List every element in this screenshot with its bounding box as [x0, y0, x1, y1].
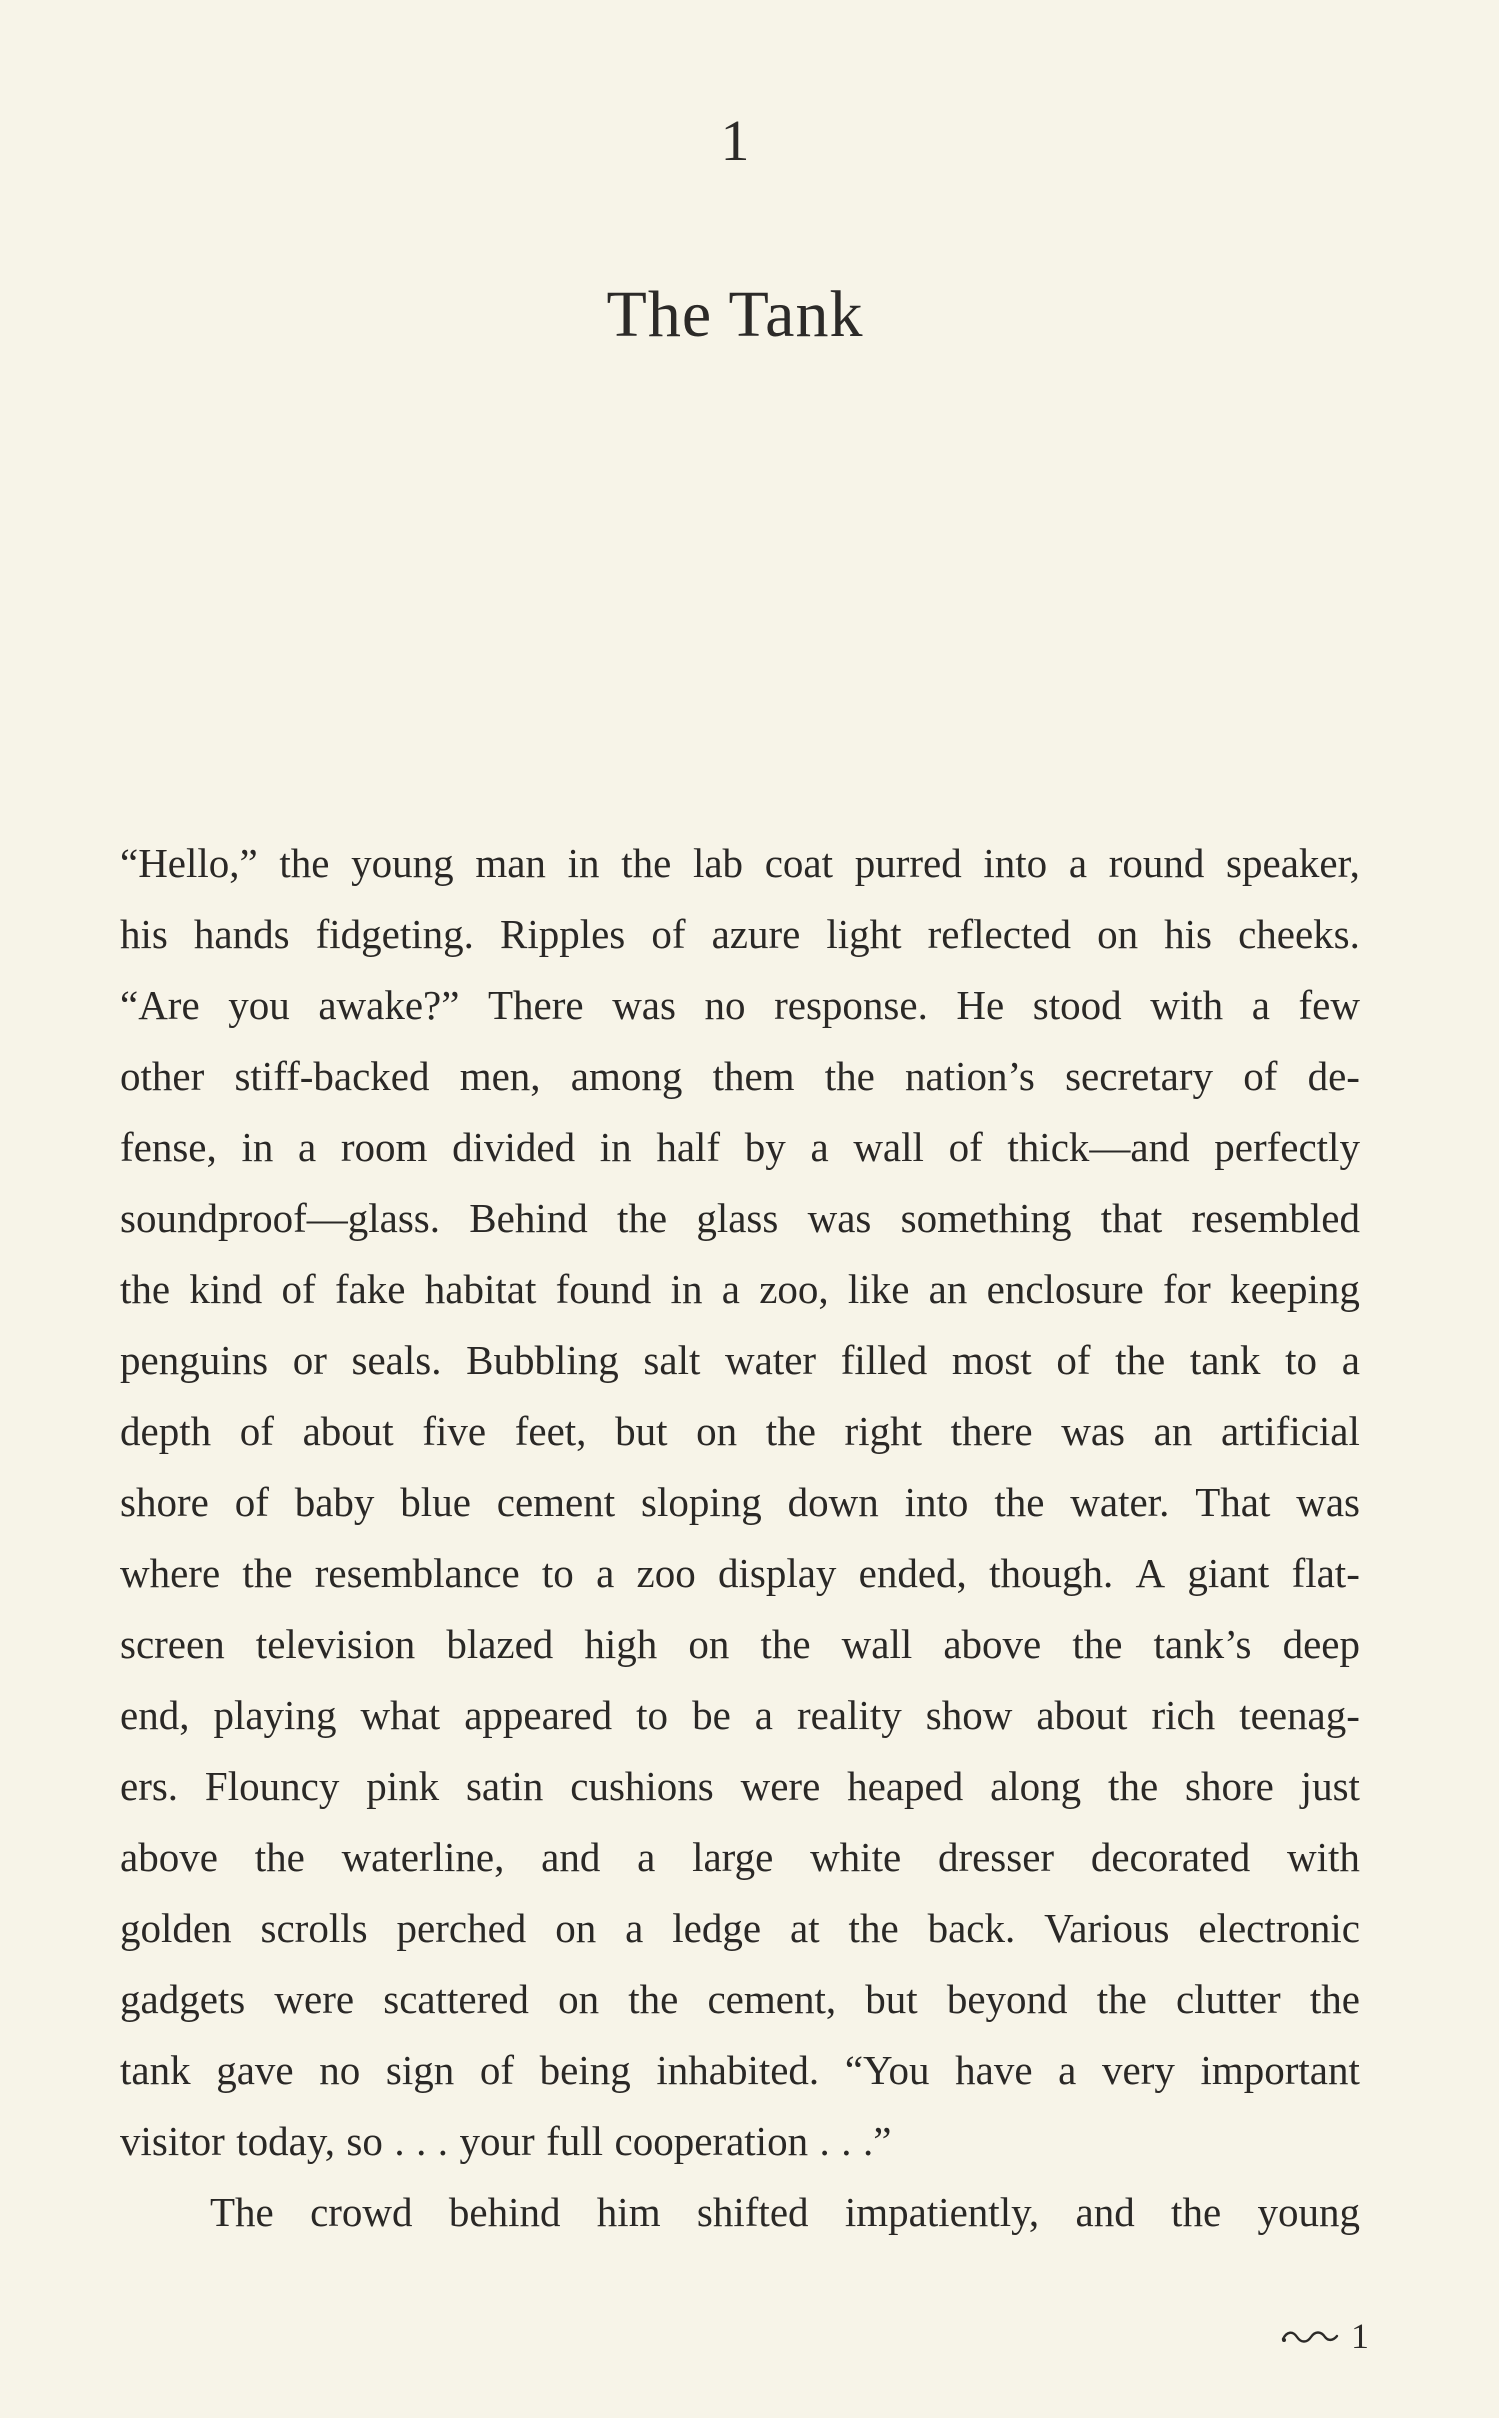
word: A: [1135, 1550, 1166, 1596]
word: no: [319, 2047, 361, 2093]
word: the: [1108, 1763, 1159, 1809]
word: shore: [1185, 1763, 1274, 1809]
word: thick—and: [1007, 1124, 1190, 1170]
word: azure: [711, 911, 801, 957]
word: there: [950, 1408, 1033, 1454]
text-line: [120, 1680, 1360, 1751]
word: and: [1075, 2189, 1135, 2235]
word: zoo,: [759, 1266, 829, 1312]
word: the: [1309, 1976, 1360, 2022]
chapter-number: 1: [720, 108, 750, 173]
word: enclosure: [986, 1266, 1144, 1312]
word: ledge: [672, 1905, 762, 1951]
word: in: [670, 1266, 703, 1312]
word: very: [1102, 2047, 1175, 2093]
word: golden: [120, 1905, 232, 1951]
word: de-: [1307, 1053, 1360, 1099]
word: response.: [774, 982, 928, 1028]
word: the: [1171, 2189, 1222, 2235]
word: blue: [400, 1479, 471, 1525]
word: a: [810, 1124, 829, 1170]
word: stiff-backed: [234, 1053, 430, 1099]
word: tank’s: [1153, 1621, 1252, 1667]
text-line: [120, 1538, 1360, 1609]
text-line: [120, 828, 1360, 899]
word: the: [848, 1905, 899, 1951]
word: on: [688, 1621, 730, 1667]
chapter-title: The Tank: [606, 278, 864, 351]
word: perfectly: [1214, 1124, 1360, 1170]
word: Flouncy: [204, 1763, 340, 1809]
word: reality: [797, 1692, 902, 1738]
word: wall: [841, 1621, 913, 1667]
word: other: [120, 1053, 205, 1099]
word: screen: [120, 1621, 225, 1667]
text-line: [120, 1112, 1360, 1183]
word: fidgeting.: [315, 911, 474, 957]
text-line: [120, 1964, 1360, 2035]
word: to: [636, 1692, 669, 1738]
word: a: [754, 1692, 773, 1738]
text-line: [120, 1396, 1360, 1467]
word: soundproof—glass.: [120, 1195, 441, 1241]
word: being: [539, 2047, 631, 2093]
word: above: [120, 1834, 218, 1880]
word: deep: [1282, 1621, 1360, 1667]
word: the: [824, 1053, 875, 1099]
word: beyond: [946, 1976, 1068, 2022]
word: just: [1300, 1763, 1360, 1809]
word: shore: [120, 1479, 209, 1525]
word: a: [721, 1266, 740, 1312]
word: right: [844, 1408, 922, 1454]
word: room: [340, 1124, 428, 1170]
word: where: [120, 1550, 221, 1596]
word: was: [612, 982, 676, 1028]
word: water: [725, 1337, 817, 1383]
word: down: [787, 1479, 879, 1525]
text-line: [120, 1325, 1360, 1396]
word: cement: [496, 1479, 616, 1525]
word: and: [541, 1834, 601, 1880]
word: show: [925, 1692, 1013, 1738]
word: the: [254, 1834, 305, 1880]
word: a: [1058, 2047, 1077, 2093]
word: them: [712, 1053, 795, 1099]
word: coat: [764, 840, 834, 886]
word: heaped: [847, 1763, 964, 1809]
word: “Are: [120, 982, 200, 1028]
word: .: [841, 2118, 852, 2164]
page-folio: [1281, 2318, 1369, 2354]
word: of: [239, 1408, 274, 1454]
swash-ornament-icon: [1281, 2325, 1339, 2347]
text-line: [120, 1041, 1360, 1112]
word: be: [692, 1692, 731, 1738]
word: a: [1068, 840, 1088, 886]
word: keeping: [1230, 1266, 1360, 1312]
word: of: [479, 2047, 515, 2093]
word: round: [1108, 840, 1205, 886]
word: few: [1298, 982, 1360, 1028]
word: half: [656, 1124, 721, 1170]
word: perched: [396, 1905, 527, 1951]
word: a: [596, 1550, 615, 1596]
word: the: [1115, 1337, 1166, 1383]
word: a: [637, 1834, 656, 1880]
word: resemblance: [314, 1550, 520, 1596]
word: of: [234, 1479, 269, 1525]
word: the: [120, 1266, 171, 1312]
word: found: [555, 1266, 652, 1312]
word: glass: [696, 1195, 779, 1241]
word: salt: [643, 1337, 701, 1383]
word: in: [599, 1124, 632, 1170]
body-text: [120, 828, 1360, 2248]
word: television: [255, 1621, 416, 1667]
word: light: [826, 911, 902, 957]
word: flat-: [1291, 1550, 1360, 1596]
word: were: [274, 1976, 355, 2022]
word: behind: [448, 2189, 561, 2235]
word: him: [596, 2189, 661, 2235]
word: ended,: [858, 1550, 967, 1596]
word: high: [584, 1621, 658, 1667]
word: .: [819, 2118, 830, 2164]
word: about: [302, 1408, 394, 1454]
word: your: [459, 2118, 535, 2164]
word: the: [616, 1195, 668, 1241]
word: playing: [213, 1692, 337, 1738]
word: feet,: [514, 1408, 587, 1454]
word: white: [810, 1834, 902, 1880]
text-line: [120, 1467, 1360, 1538]
word: was: [1296, 1479, 1360, 1525]
word: Various: [1044, 1905, 1170, 1951]
word: the: [1072, 1621, 1123, 1667]
word: purred: [854, 840, 962, 886]
word: speaker,: [1226, 840, 1360, 886]
word: blazed: [446, 1621, 554, 1667]
word: ers.: [120, 1763, 179, 1809]
word: above: [943, 1621, 1042, 1667]
word: .”: [862, 2118, 892, 2164]
word: with: [1286, 1834, 1360, 1880]
text-line: [120, 899, 1360, 970]
word: gadgets: [120, 1976, 246, 2022]
word: in: [567, 840, 600, 886]
word: shifted: [696, 2189, 809, 2235]
word: on: [555, 1905, 597, 1951]
word: at: [790, 1905, 820, 1951]
word: penguins: [120, 1337, 269, 1383]
word: the: [621, 840, 672, 886]
word: appeared: [464, 1692, 613, 1738]
word: zoo: [636, 1550, 696, 1596]
word: for: [1162, 1266, 1211, 1312]
word: among: [570, 1053, 683, 1099]
word: no: [704, 982, 746, 1028]
word: on: [696, 1408, 738, 1454]
word: seals.: [351, 1337, 442, 1383]
text-line: [120, 1893, 1360, 1964]
word: fense,: [120, 1124, 217, 1170]
word: back.: [927, 1905, 1016, 1951]
text-line: [120, 970, 1360, 1041]
word: in: [241, 1124, 274, 1170]
word: nation’s: [905, 1053, 1035, 1099]
word: five: [422, 1408, 487, 1454]
word: clutter: [1175, 1976, 1281, 2022]
word: on: [1097, 911, 1139, 957]
word: fake: [334, 1266, 406, 1312]
word: cushions: [570, 1763, 714, 1809]
word: to: [1285, 1337, 1318, 1383]
word: impatiently,: [844, 2189, 1040, 2235]
word: were: [740, 1763, 821, 1809]
text-line: [120, 1183, 1360, 1254]
word: water.: [1070, 1479, 1170, 1525]
word: to: [541, 1550, 574, 1596]
word: teenag-: [1239, 1692, 1360, 1738]
word: rich: [1151, 1692, 1216, 1738]
word: large: [692, 1834, 774, 1880]
word: by: [744, 1124, 786, 1170]
word: .: [394, 2118, 405, 2164]
word: .: [437, 2118, 449, 2164]
word: most: [951, 1337, 1032, 1383]
word: stood: [1032, 982, 1122, 1028]
word: scattered: [383, 1976, 529, 2022]
word: though.: [989, 1550, 1114, 1596]
word: with: [1150, 982, 1224, 1028]
word: a: [1251, 982, 1270, 1028]
text-line: [120, 1822, 1360, 1893]
word: his: [1164, 911, 1212, 957]
word: a: [298, 1124, 317, 1170]
word: you: [228, 982, 290, 1028]
word: inhabited.: [656, 2047, 820, 2093]
word: men,: [459, 1053, 541, 1099]
word: scrolls: [260, 1905, 368, 1951]
word: habitat: [424, 1266, 537, 1312]
word: electronic: [1198, 1905, 1360, 1951]
word: of: [1243, 1053, 1278, 1099]
word: full: [546, 2118, 604, 2164]
word: Behind: [469, 1195, 588, 1241]
word: important: [1200, 2047, 1360, 2093]
word: secretary: [1065, 1053, 1214, 1099]
word: wall: [853, 1124, 924, 1170]
word: that: [1100, 1195, 1163, 1241]
word: young: [351, 840, 454, 886]
word: kind: [189, 1266, 263, 1312]
word: There: [488, 982, 584, 1028]
word: awake?”: [318, 982, 460, 1028]
word: display: [717, 1550, 837, 1596]
word: today,: [236, 2118, 335, 2164]
text-line: [120, 1254, 1360, 1325]
word: man: [475, 840, 546, 886]
word: pink: [366, 1763, 440, 1809]
word: cement,: [707, 1976, 837, 2022]
word: into: [904, 1479, 969, 1525]
word: the: [765, 1408, 816, 1454]
word: cooperation: [614, 2118, 809, 2164]
word: along: [990, 1763, 1082, 1809]
word: dresser: [937, 1834, 1055, 1880]
word: artificial: [1221, 1408, 1360, 1454]
word: gave: [216, 2047, 294, 2093]
word: The: [210, 2189, 274, 2235]
page-number: 1: [1351, 2316, 1369, 2356]
word: a: [625, 1905, 644, 1951]
text-line: [120, 1609, 1360, 1680]
text-line: [120, 2035, 1360, 2106]
word: a: [1341, 1337, 1360, 1383]
word: of: [1056, 1337, 1091, 1383]
word: the: [628, 1976, 679, 2022]
word: “Hello,”: [120, 840, 258, 886]
word: crowd: [310, 2189, 413, 2235]
word: depth: [120, 1408, 212, 1454]
word: Ripples: [499, 911, 626, 957]
word: but: [865, 1976, 918, 2022]
word: of: [651, 911, 686, 957]
word: the: [279, 840, 330, 886]
word: waterline,: [341, 1834, 505, 1880]
word: of: [281, 1266, 316, 1312]
word: cheeks.: [1238, 911, 1360, 957]
word: on: [558, 1976, 600, 2022]
word: something: [900, 1195, 1072, 1241]
text-line: [120, 1751, 1360, 1822]
word: so: [346, 2118, 383, 2164]
word: “You: [844, 2047, 930, 2093]
word: what: [360, 1692, 441, 1738]
word: resembled: [1191, 1195, 1360, 1241]
word: about: [1036, 1692, 1128, 1738]
word: tank: [120, 2047, 191, 2093]
word: .: [416, 2118, 427, 2164]
word: the: [994, 1479, 1045, 1525]
word: hands: [193, 911, 290, 957]
word: end,: [120, 1692, 190, 1738]
word: like: [847, 1266, 910, 1312]
word: visitor: [120, 2118, 225, 2164]
word: the: [760, 1621, 811, 1667]
word: the: [1096, 1976, 1147, 2022]
word: an: [1153, 1408, 1193, 1454]
word: into: [983, 840, 1048, 886]
word: decorated: [1090, 1834, 1251, 1880]
word: giant: [1187, 1550, 1270, 1596]
word: an: [928, 1266, 968, 1312]
word: tank: [1189, 1337, 1261, 1383]
word: of: [948, 1124, 983, 1170]
text-line-paragraph-end: [120, 2106, 1360, 2177]
word: reflected: [927, 911, 1072, 957]
word: lab: [692, 840, 744, 886]
word: but: [615, 1408, 668, 1454]
word: was: [1061, 1408, 1126, 1454]
word: sloping: [641, 1479, 762, 1525]
word: divided: [452, 1124, 576, 1170]
word: was: [807, 1195, 872, 1241]
word: the: [242, 1550, 293, 1596]
word: have: [955, 2047, 1033, 2093]
word: sign: [385, 2047, 455, 2093]
word: his: [120, 911, 168, 957]
word: baby: [294, 1479, 375, 1525]
word: He: [956, 982, 1005, 1028]
word: satin: [465, 1763, 544, 1809]
word: or: [292, 1337, 327, 1383]
word: filled: [840, 1337, 928, 1383]
word: young: [1257, 2189, 1360, 2235]
word: Bubbling: [466, 1337, 619, 1383]
word: That: [1195, 1479, 1271, 1525]
text-line-indented: [120, 2177, 1360, 2248]
